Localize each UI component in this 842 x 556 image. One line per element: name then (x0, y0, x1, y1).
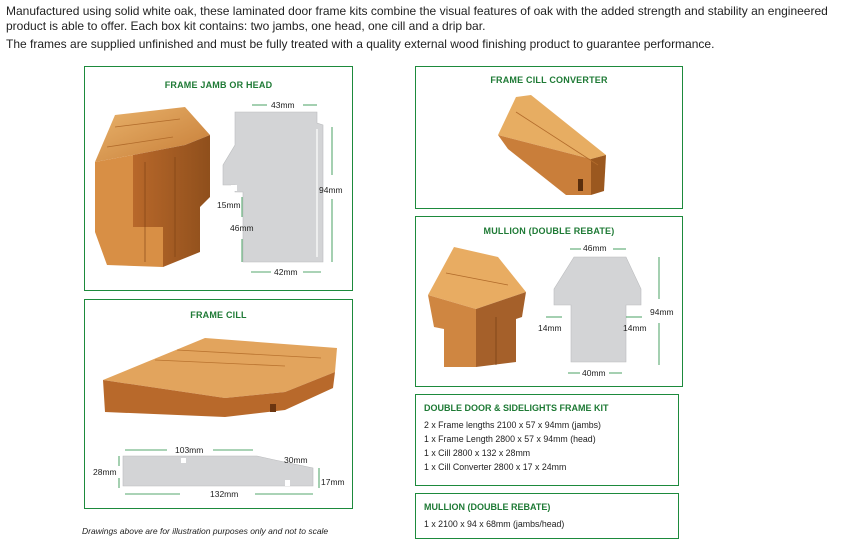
kit-line-1: 2 x Frame lengths 2100 x 57 x 94mm (jambs) (424, 420, 601, 430)
cill-converter-title: FRAME CILL CONVERTER (490, 75, 608, 85)
jamb-dim-top: 43mm (271, 100, 295, 110)
jamb-dim-right: 94mm (319, 185, 343, 195)
footnote: Drawings above are for illustration purposes only and not to scale (82, 526, 329, 536)
kit-panel (415, 394, 679, 486)
cill-profile-drawing (85, 300, 354, 510)
cill-dim-left: 28mm (93, 467, 117, 477)
mullion-dim-left-rebate: 14mm (538, 323, 562, 333)
cill-converter-illustration (416, 67, 684, 210)
cill-dim-slope: 30mm (284, 455, 308, 465)
cill-dim-top: 103mm (175, 445, 204, 455)
cill-converter-panel (415, 66, 683, 209)
jamb-panel (84, 66, 353, 291)
cill-dim-right: 17mm (321, 477, 345, 487)
mullion-title: MULLION (DOUBLE REBATE) (483, 226, 615, 236)
jamb-profile-drawing (85, 67, 354, 292)
intro-paragraph-1: Manufactured using solid white oak, these laminated door frame kits combine the visual features of oak with the added strength and stability an engineered product is able to offer. Each box kit contains: two jambs, one head, one cill and a drip bar. (6, 4, 828, 33)
mullion-panel (415, 216, 683, 387)
mullion-kit-title: MULLION (DOUBLE REBATE) (424, 502, 551, 512)
cill-panel (84, 299, 353, 509)
kit-line-3: 1 x Cill 2800 x 132 x 28mm (424, 448, 531, 458)
kit-line-2: 1 x Frame Length 2800 x 57 x 94mm (head) (424, 434, 596, 444)
kit-line-4: 1 x Cill Converter 2800 x 17 x 24mm (424, 462, 567, 472)
mullion-dim-right-rebate: 14mm (623, 323, 647, 333)
jamb-dim-bottom: 42mm (274, 267, 298, 277)
mullion-kit-panel (415, 493, 679, 539)
cill-dim-bottom: 132mm (210, 489, 239, 499)
intro-paragraph-2: The frames are supplied unfinished and must be fully treated with a quality external wood finishing product to guarantee performance. (6, 37, 715, 51)
jamb-dim-rebate: 15mm (217, 200, 241, 210)
mullion-dim-bottom: 40mm (582, 368, 606, 378)
intro-text (6, 4, 838, 52)
kit-title: DOUBLE DOOR & SIDELIGHTS FRAME KIT (424, 403, 609, 413)
mullion-profile-drawing (416, 217, 684, 388)
mullion-dim-top: 46mm (583, 243, 607, 253)
jamb-dim-left: 46mm (230, 223, 254, 233)
jamb-title: FRAME JAMB OR HEAD (164, 80, 273, 90)
cill-title: FRAME CILL (190, 310, 247, 320)
mullion-kit-line-1: 1 x 2100 x 94 x 68mm (jambs/head) (424, 519, 565, 529)
mullion-dim-right: 94mm (650, 307, 674, 317)
